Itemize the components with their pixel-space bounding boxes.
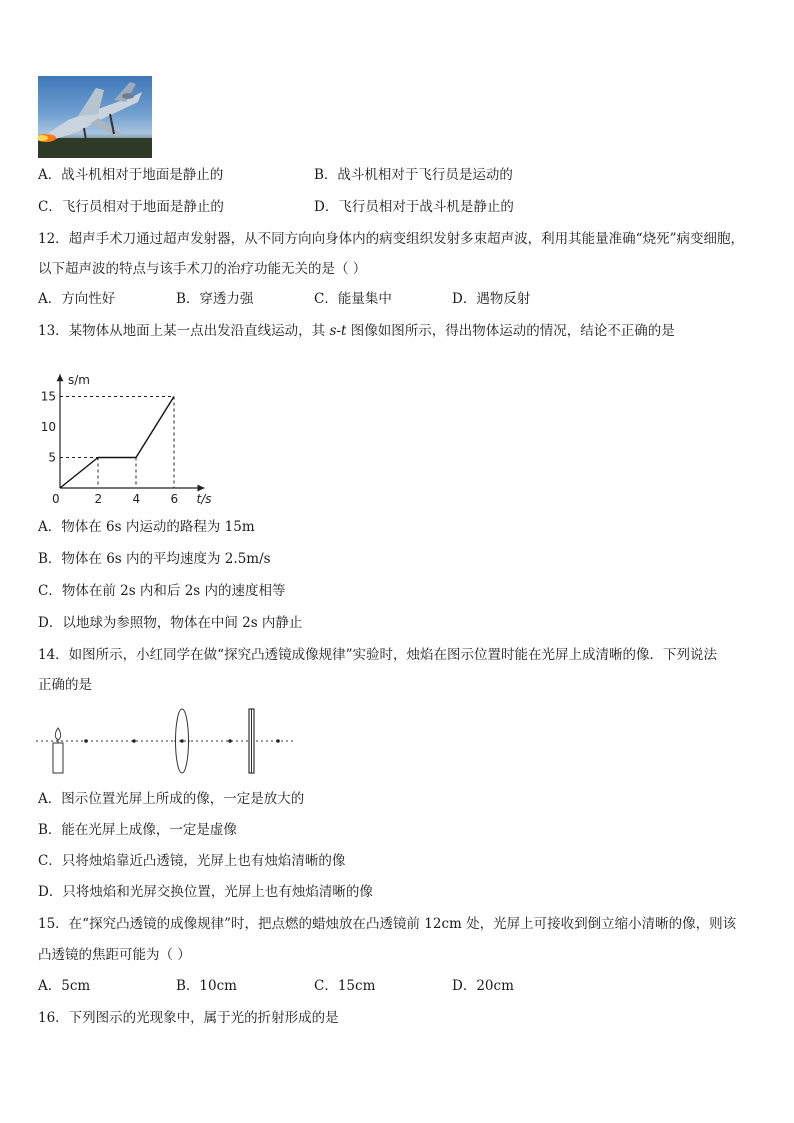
optical-bench-diagram [36, 706, 296, 776]
x-tick-label: 2 [94, 492, 103, 506]
x-axis-label: t/s [196, 492, 212, 506]
x-axis-arrow [198, 485, 205, 492]
q12-option-d: D．遇物反射 [452, 291, 531, 307]
bench-point-2 [132, 739, 136, 743]
y-axis-arrow [57, 374, 64, 381]
q14-stem-line1: 14．如图所示，小红同学在做“探究凸透镜成像规律”实验时，烛焰在图示位置时能在光屏上成清晰的像．下列说法 [38, 647, 717, 663]
q15-stem-line1: 15．在“探究凸透镜的成像规律”时，把点燃的蜡烛放在凸透镜前 12cm 处，光屏上可接收到倒立缩小清晰的像，则该 [38, 916, 737, 932]
q13-stem-suffix: 图像如图所示，得出物体运动的情况，结论不正确的是 [346, 323, 675, 339]
q14-option-d: D．只将烛焰和光屏交换位置，光屏上也有烛焰清晰的像 [38, 884, 373, 900]
q14-option-a: A．图示位置光屏上所成的像，一定是放大的 [38, 791, 305, 807]
q13-stem-italic: s-t [329, 323, 347, 339]
y-tick-label: 15 [40, 389, 56, 404]
q12-option-a: A．方向性好 [38, 291, 116, 307]
q13-option-c: C．物体在前 2s 内和后 2s 内的速度相等 [38, 583, 286, 599]
q11-option-a: A．战斗机相对于地面是静止的 [38, 167, 224, 183]
bench-point-4 [276, 739, 280, 743]
q16-stem: 16．下列图示的光现象中，属于光的折射形成的是 [38, 1010, 339, 1026]
candle-icon [53, 728, 63, 773]
q13-stem-prefix: 13．某物体从地面上某一点出发沿直线运动，其 [38, 323, 330, 339]
y-tick-label: 5 [48, 450, 56, 465]
series-segment [60, 458, 98, 489]
bench-point-3 [228, 739, 232, 743]
q11-option-c: C．飞行员相对于地面是静止的 [38, 199, 224, 215]
q12-stem-line1: 12．超声手术刀通过超声发射器，从不同方向向身体内的病变组织发射多束超声波，利用其能量准确“烧死”病变细胞， [38, 231, 744, 247]
q15-option-d: D．20cm [452, 978, 514, 994]
q14-option-c: C．只将烛焰靠近凸透镜，光屏上也有烛焰清晰的像 [38, 853, 346, 869]
x-tick-label: 0 [52, 492, 60, 506]
q13-option-b: B．物体在 6s 内的平均速度为 2.5m/s [38, 551, 271, 567]
q13-stem [38, 321, 675, 341]
q15-stem-line2: 凸透镜的焦距可能为（ ） [38, 947, 191, 963]
q13-option-d: D．以地球为参照物，物体在中间 2s 内静止 [38, 615, 303, 631]
convex-lens-icon [174, 709, 190, 773]
x-tick-label: 6 [170, 492, 179, 506]
q14-stem-line2: 正确的是 [38, 677, 92, 693]
series-segment [136, 397, 174, 458]
q12-option-b: B．穿透力强 [176, 291, 254, 307]
q14-option-b: B．能在光屏上成像，一定是虚像 [38, 822, 237, 838]
light-screen-icon [249, 709, 254, 773]
q12-stem-line2: 以下超声波的特点与该手术刀的治疗功能无关的是（ ） [38, 261, 367, 277]
q13-option-a: A．物体在 6s 内运动的路程为 15m [38, 519, 255, 535]
q11-option-b: B．战斗机相对于飞行员是运动的 [314, 167, 513, 183]
x-tick-label: 4 [132, 492, 141, 506]
q15-option-a: A．5cm [38, 978, 91, 994]
q12-option-c: C．能量集中 [314, 291, 392, 307]
fighter-jet-photo [38, 76, 152, 158]
bench-point-1 [84, 739, 88, 743]
y-axis-label: s/m [68, 373, 90, 388]
y-tick-label: 10 [40, 420, 56, 434]
s-t-graph [38, 352, 218, 508]
q15-option-b: B．10cm [176, 978, 237, 994]
q11-option-d: D．飞行员相对于战斗机是静止的 [314, 199, 514, 215]
fighter-jet-illustration [38, 76, 152, 158]
q15-option-c: C．15cm [314, 978, 376, 994]
